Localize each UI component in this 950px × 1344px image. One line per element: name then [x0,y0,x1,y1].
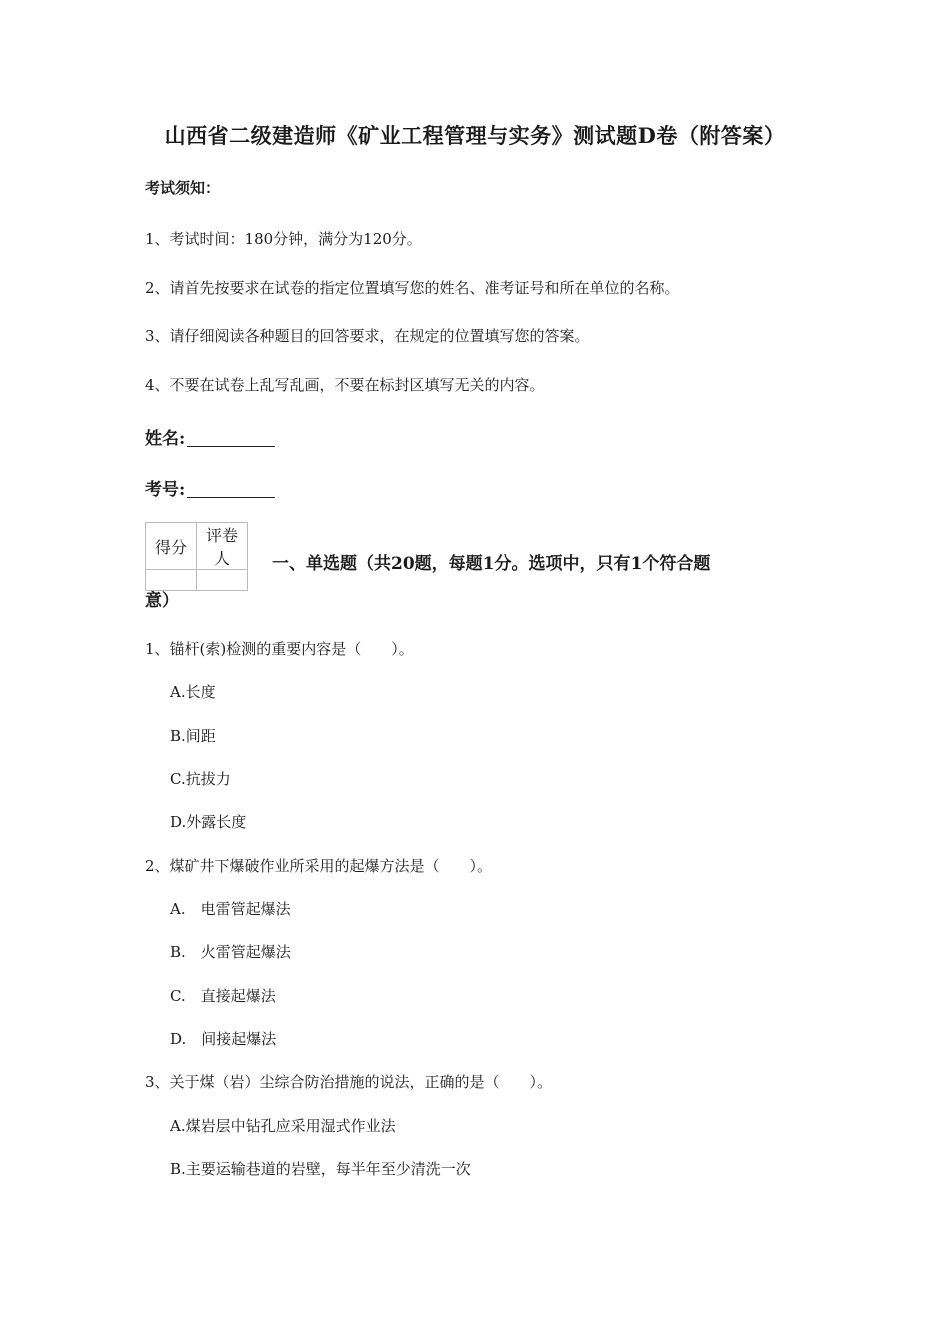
score-header: 得分 [146,523,197,570]
question-option: A.长度 [170,683,216,701]
exam-id-label: 考号: [145,480,186,500]
section-heading: 一、单选题（共20题，每题1分。选项中，只有1个符合题 [272,554,711,574]
question-option: A.煤岩层中钻孔应采用湿式作业法 [170,1117,396,1135]
grader-cell[interactable] [197,570,248,591]
question-stem: 2、煤矿井下爆破作业所采用的起爆方法是（ ）。 [145,857,493,875]
question-option: B. 火雷管起爆法 [170,943,291,961]
question-option: D. 间接起爆法 [170,1030,277,1048]
question-option: C. 直接起爆法 [170,987,276,1005]
question-stem: 1、锚杆(索)检测的重要内容是（ ）。 [145,640,414,658]
question-option: A. 电雷管起爆法 [170,900,291,918]
notice-item: 1、考试时间：180分钟，满分为120分。 [145,230,422,248]
notice-item: 4、不要在试卷上乱写乱画，不要在标封区填写无关的内容。 [145,376,545,394]
grader-header: 评卷人 [197,523,248,570]
question-option: B.间距 [170,727,216,745]
notice-item: 3、请仔细阅读各种题目的回答要求，在规定的位置填写您的答案。 [145,327,590,345]
exam-id-field [145,475,275,500]
question-option: D.外露长度 [170,813,247,831]
exam-id-blank[interactable] [187,479,275,498]
name-field [145,424,275,449]
name-blank[interactable] [187,428,275,447]
notice-item: 2、请首先按要求在试卷的指定位置填写您的姓名、准考证号和所在单位的名称。 [145,279,680,297]
score-table [145,522,248,591]
document-title: 山西省二级建造师《矿业工程管理与实务》测试题D卷（附答案） [164,123,786,148]
name-label: 姓名: [145,429,186,449]
question-option: C.抗拔力 [170,770,231,788]
question-stem: 3、关于煤（岩）尘综合防治措施的说法，正确的是（ ）。 [145,1073,553,1091]
question-option: B.主要运输巷道的岩壁，每半年至少清洗一次 [170,1160,471,1178]
notice-heading: 考试须知： [145,179,221,197]
section-heading-cont: 意） [145,591,179,611]
